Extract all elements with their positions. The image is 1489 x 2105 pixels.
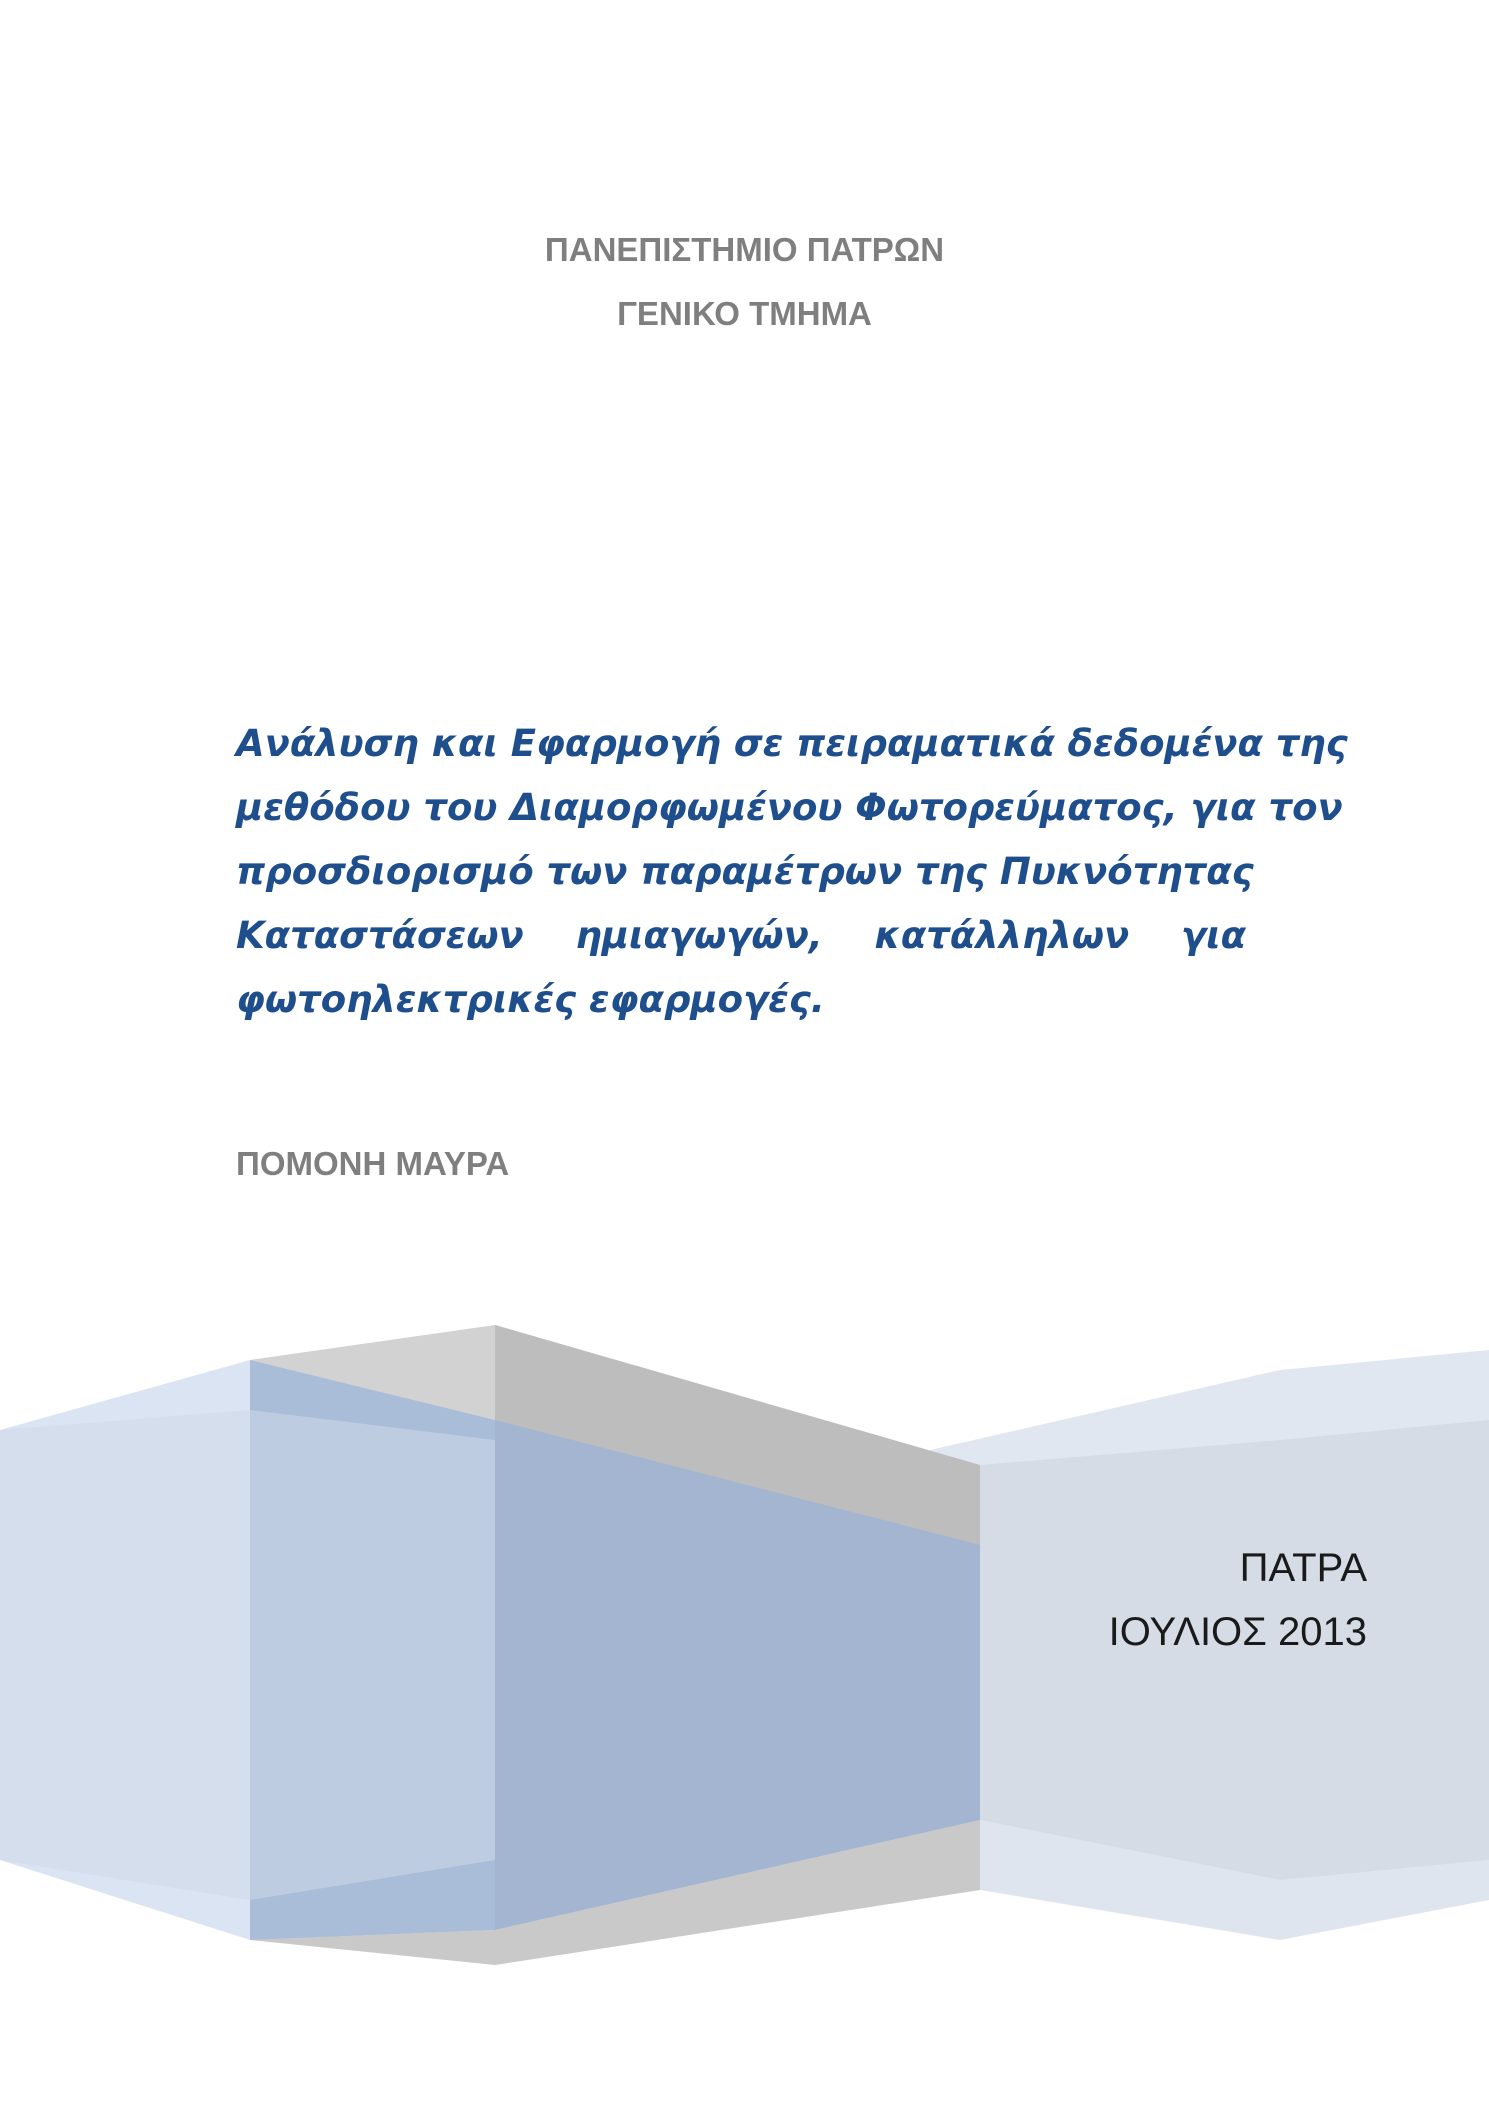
title-line: μεθόδου του Διαμορφωμένου Φωτορεύματος, για τον <box>236 786 1343 829</box>
thesis-title <box>236 712 1348 1032</box>
title-line: Ανάλυση και Εφαρμογή σε πειραματικά δεδομένα της <box>236 722 1348 765</box>
author-name: ΠΟΜΟΝΗ ΜΑΥΡΑ <box>236 1145 510 1182</box>
title-line: φωτοηλεκτρικές εφαρμογές. <box>236 978 825 1021</box>
university-name: ΠΑΝΕΠΙΣΤΗΜΙΟ ΠΑΤΡΩΝ <box>544 231 945 268</box>
header <box>0 218 1489 346</box>
place-date <box>1109 1536 1367 1664</box>
left-front-band <box>0 1410 495 1900</box>
title-line: Καταστάσεων ημιαγωγών, κατάλληλων για <box>236 914 1246 957</box>
date: ΙΟΥΛΙΟΣ 2013 <box>1108 1610 1367 1654</box>
department-name: ΓΕΝΙΚΟ ΤΜΗΜΑ <box>617 295 872 332</box>
city: ΠΑΤΡΑ <box>1239 1546 1367 1590</box>
title-line: προσδιορισμό των παραμέτρων της Πυκνότητας <box>236 850 1254 893</box>
